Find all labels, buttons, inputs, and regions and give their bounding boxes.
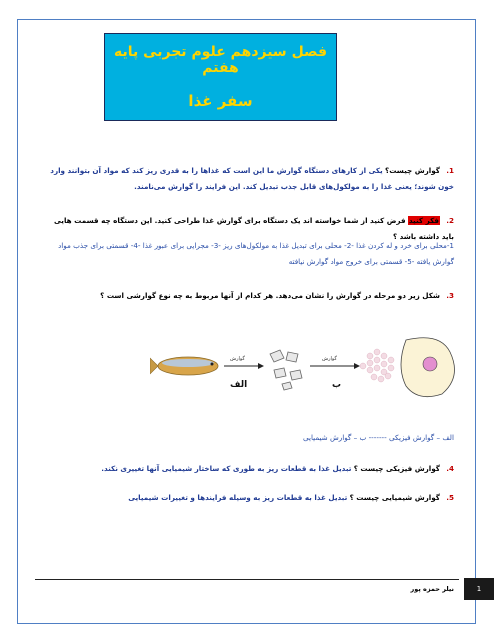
question-label: گوارش شیمیایی چیست ؟ [349, 493, 440, 502]
digestion-diagram [150, 322, 470, 410]
cell-icon [401, 338, 455, 397]
question-text: شکل زیر دو مرحله در گوارش را نشان می‌دهد. هر کدام از آنها مربوط به چه نوع گوارشی است ؟ [100, 291, 440, 300]
arrow-2-label: گوارش [322, 356, 337, 362]
arrow-icon [224, 363, 264, 369]
lesson-title: سفر غذا [188, 92, 253, 110]
footer-author: نیلر حمزه پور [410, 585, 454, 593]
label-be: ب [332, 380, 342, 390]
arrow-1-label: گوارش [230, 356, 245, 362]
question-text: فرض کنید از شما خواسته اند یک دستگاه برای گوارش غذا طراحی کنید. این دستگاه چه قسمت هایی باید داشته باشد ؟ [54, 216, 454, 241]
question-number: 4. [446, 464, 454, 473]
question-number: 3. [446, 291, 454, 300]
molecules-icon [360, 349, 394, 382]
question-label: گوارش چیست؟ [385, 166, 440, 175]
page-number: 1 [464, 578, 494, 600]
diagram-illustration [150, 322, 470, 410]
food-fragments-icon [270, 350, 302, 390]
title-banner [104, 33, 337, 121]
question-number: 2. [446, 216, 454, 225]
label-alef: الف [230, 380, 248, 390]
highlighted-label: فکر کنید [408, 216, 439, 225]
question-3 [42, 288, 454, 304]
answer-3: الف – گوارش فیزیکی ------- ب – گوارش شیمیایی [303, 433, 454, 442]
question-5 [42, 490, 454, 506]
chapter-title: فصل سیزدهم علوم تجربی پایه هفتم [113, 44, 328, 76]
question-1 [42, 163, 454, 195]
question-number: 5. [446, 493, 454, 502]
question-number: 1. [446, 166, 454, 175]
footer-divider [35, 579, 459, 580]
question-text: تبدیل غذا به قطعات ریز به وسیله فرایندها و تغییرات شیمیایی [128, 493, 348, 502]
fish-icon [150, 357, 218, 375]
arrow-icon [310, 363, 360, 369]
question-text: یکی از کارهای دستگاه گوارش ما این است که غذاها را به قدری ریز کند که مواد آن بتوانند وارد خون شوند؛ یعنی غذا را به مولکول‌های قابل جذب تبدیل کند. این فرایند را گوارش می‌نامند. [50, 166, 454, 191]
question-4 [42, 461, 454, 477]
question-label: گوارش فیزیکی چیست ؟ [353, 464, 440, 473]
answer-2: 1-محلی برای خرد و له کردن غذا -2- محلی برای تبدیل غذا به مولکول‌های ریز -3- مجرایی برای عبور غذا -4- قسمتی برای جذب مواد گوارش یافته -5- قسمتی برای خروج مواد گوارش نیافته [58, 241, 454, 266]
question-text: تبدیل غذا به قطعات ریز به طوری که ساختار شیمیایی آنها تغییری نکند. [101, 464, 352, 473]
